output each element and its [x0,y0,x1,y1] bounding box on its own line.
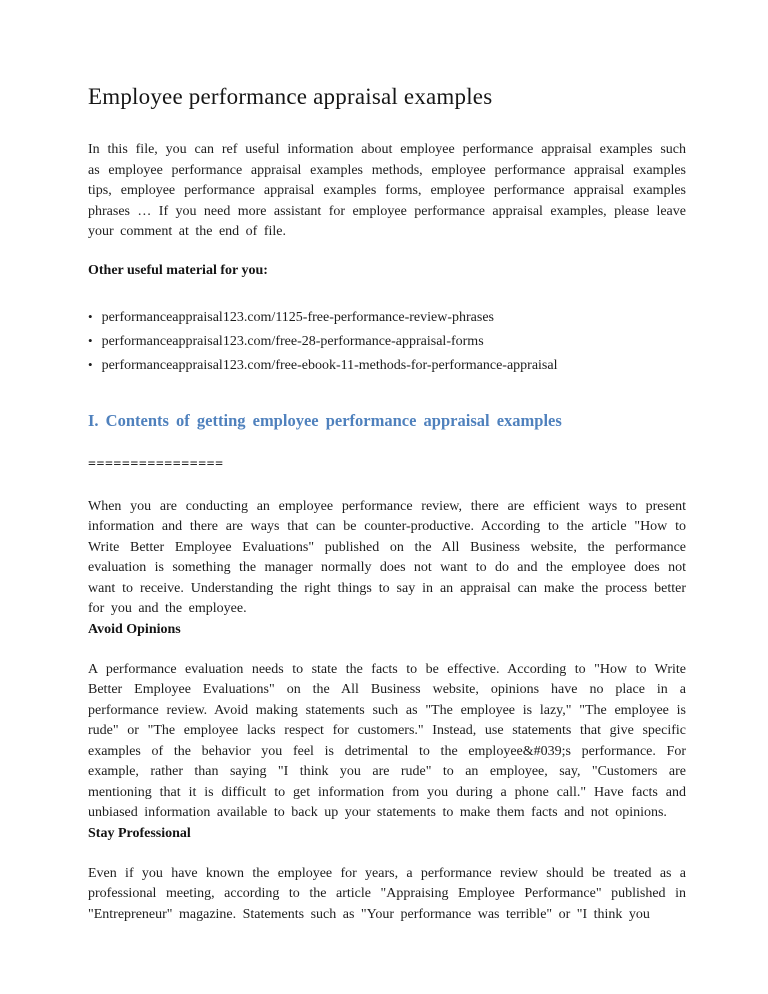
body-paragraph: Even if you have known the employee for years, a performance review should be treated as a professional meeting, according to the article "Appraising Employee Performance" published in "Entrepreneur" magazine. Statements such as "Your performance was terrible" or "I think you [88,865,686,922]
list-item [88,329,686,353]
list-item [88,353,686,377]
reference-link-text: performanceappraisal123.com/1125-free-performance-review-phrases [101,309,495,325]
section-heading: I. Contents of getting employee performance appraisal examples [88,410,562,430]
body-paragraph: When you are conducting an employee performance review, there are efficient ways to present information and there are ways that can be counter-productive. According to the article "How to Write Better Employee Evaluations" published on the All Business website, the performance evaluation is something the manager normally does not want to do and the employee does not want to receive. Understanding the right things to say in an appraisal can make the process better for you and the employee. [88,498,686,616]
list-item [88,305,686,329]
reference-link-list [88,305,686,377]
body-paragraph: A performance evaluation needs to state the facts to be effective. According to "How to Write Better Employee Evaluations" on the All Business website, opinions have no place in a performance review. Avoid making statements such as "The employee is lazy," "The employee is rude" or "The employee lacks respect for customers." Instead, use statements that give specific examples of the behavior you feel is detrimental to the employee&#039;s performance. For example, rather than saying "I think you are rude" to an employee, say, "Customers are mentioning that it is difficult to get information from you during a phone call." Have facts and unbiased information available to back up your statements to make them facts and not opinions. [88,661,686,820]
bullet-icon: • [88,356,93,372]
reference-link-text: performanceappraisal123.com/free-ebook-11-methods-for-performance-appraisal [101,357,558,373]
subheading-stay-professional: Stay Professional [88,825,191,841]
bullet-icon: • [88,308,93,324]
divider-line: ================ [88,456,224,472]
reference-link-text: performanceappraisal123.com/free-28-performance-appraisal-forms [101,333,484,349]
page-title: Employee performance appraisal examples [88,84,493,109]
bullet-icon: • [88,332,93,348]
other-material-heading: Other useful material for you: [88,262,268,278]
subheading-avoid-opinions: Avoid Opinions [88,621,181,637]
intro-paragraph: In this file, you can ref useful information about employee performance appraisal examples such as employee performance appraisal examples methods, employee performance appraisal examples tips, employee performance appraisal examples forms, employee performance appraisal examples phrases … If you need more assistant for employee performance appraisal examples, please leave your comment at the end of file. [88,142,686,239]
